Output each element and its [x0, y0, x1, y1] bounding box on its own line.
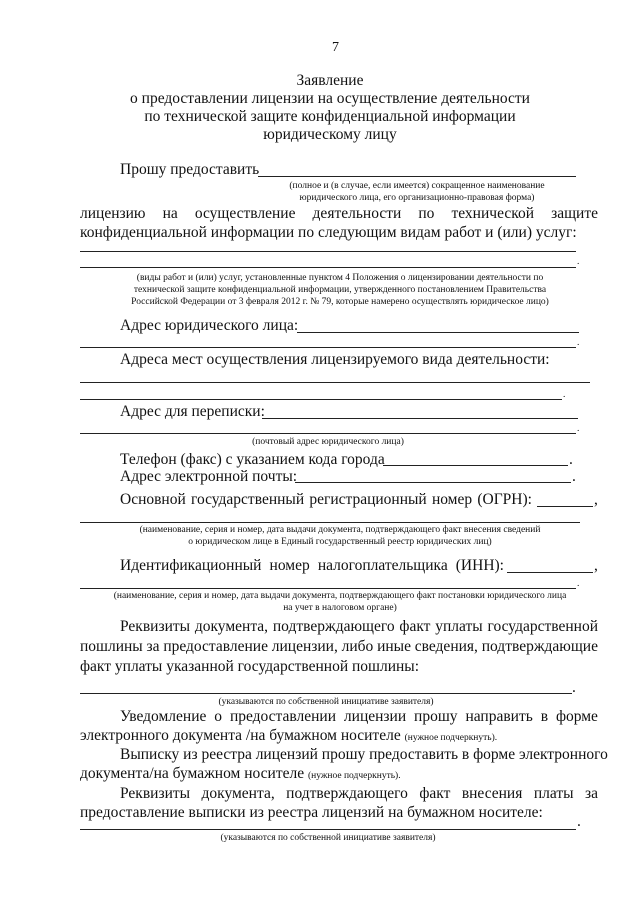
word: уплаты — [435, 618, 483, 635]
word: по — [418, 205, 435, 222]
word: государственный — [190, 491, 305, 508]
word: документа, — [194, 618, 269, 635]
activity-addresses-label: Адреса мест осуществления лицензируемого вида деятельности: — [120, 351, 550, 368]
notification-line-2 — [80, 727, 497, 745]
word: документа, — [201, 785, 275, 802]
inn-field[interactable] — [507, 572, 593, 573]
legal-address-field[interactable] — [297, 332, 579, 333]
word: Реквизиты — [120, 785, 191, 802]
request-label: Прошу предоставить — [120, 161, 260, 178]
mail-address-hint: (почтовый адрес юридического лица) — [252, 437, 404, 447]
title-line-2: о предоставлении лицензии на осуществление деятельности — [130, 90, 530, 107]
word: защите — [551, 205, 598, 222]
hint-line-1: (наименование, серия и номер, дата выдачи документа, подтверждающего факт внесения сведений — [139, 525, 541, 535]
word: форме — [555, 708, 598, 725]
applicant-name-hint — [258, 180, 576, 204]
document-title — [80, 72, 580, 144]
legal-address-label: Адрес юридического лица: — [120, 317, 299, 334]
ogrn-label — [120, 491, 532, 509]
title-line-1: Заявление — [296, 72, 364, 89]
extract-fee-line-1 — [120, 785, 598, 803]
word: лицензии — [343, 708, 407, 725]
word: предоставление — [163, 638, 268, 655]
word: направить — [465, 708, 533, 725]
hint-line-1: (наименование, серия и номер, дата выдачи документа, подтверждающего факт постановки юридического лица — [113, 591, 567, 601]
word: на — [162, 205, 178, 222]
extract-fee-hint: (указываются по собственной инициативе заявителя) — [220, 833, 436, 843]
word: номер — [431, 491, 473, 508]
fee-line-2 — [80, 638, 598, 656]
title-line-3: по технической защите конфиденциальной информации — [144, 108, 516, 125]
ogrn-hint — [80, 524, 600, 548]
extract-line-2 — [80, 765, 401, 783]
fee-field[interactable] — [80, 693, 572, 694]
extract-line-1: Выписку из реестра лицензий прошу предоставить в форме электронного — [120, 746, 608, 763]
services-hint — [80, 272, 600, 308]
applicant-name-line[interactable] — [258, 176, 576, 177]
email-label: Адрес электронной почты: — [120, 468, 298, 485]
word: внесения — [461, 785, 523, 802]
legal-address-field-2[interactable] — [80, 347, 576, 348]
word: факт — [399, 618, 431, 635]
fee-hint: (указываются по собственной инициативе заявителя) — [218, 697, 434, 707]
mail-address-field[interactable] — [262, 418, 578, 419]
hint-line-2: на учет в налоговом органе) — [283, 603, 397, 613]
word: за — [584, 785, 598, 802]
word: подтверждающего — [272, 618, 395, 635]
email-field[interactable] — [295, 482, 571, 483]
inn-hint — [80, 590, 600, 614]
word: Уведомление — [120, 708, 207, 725]
extract-text: документа/на бумажном носителе — [80, 765, 305, 782]
hint-line-1: (полное и (в случае, если имеется) сокращенное наименование — [289, 181, 545, 191]
extract-note: (нужное подчеркнуть). — [308, 771, 401, 781]
mail-address-label: Адрес для переписки: — [120, 403, 265, 420]
word: иные — [377, 638, 411, 655]
hint-line-3: Российской Федерации от 3 февраля 2012 г. № 79, которые намерено осуществлять юридическое лицо) — [131, 297, 549, 307]
mail-address-field-2[interactable] — [80, 433, 576, 434]
hint-line-1: (виды работ и (или) услуг, установленные пунктом 4 Положения о лицензировании деятельности по — [136, 273, 544, 283]
word: подтверждающего — [286, 785, 408, 802]
hint-line-2: о юридическом лице в Единый государственный реестр юридических лиц) — [188, 537, 492, 547]
inn-label — [120, 557, 504, 575]
extract-fee-line-2: предоставление выписки из реестра лицензий на бумажном носителе: — [80, 804, 543, 821]
notification-line-1 — [120, 708, 598, 726]
word: осуществление — [194, 205, 296, 222]
word: деятельности — [312, 205, 402, 222]
word: лицензии, — [271, 638, 338, 655]
word: прошу — [414, 708, 458, 725]
services-line-2[interactable] — [80, 267, 576, 268]
word: Основной — [120, 491, 186, 508]
word: технической — [451, 205, 535, 222]
word: Идентификационный — [120, 557, 262, 574]
title-line-4: юридическому лицу — [263, 126, 397, 143]
word: за — [146, 638, 160, 655]
word: о — [214, 708, 223, 725]
phone-field[interactable] — [383, 465, 568, 466]
word: пошлины — [80, 638, 143, 655]
word: государственной — [487, 618, 598, 635]
word: предоставлении — [229, 708, 337, 725]
services-line-1[interactable] — [80, 251, 576, 252]
word: подтверждающие — [481, 638, 598, 655]
extract-fee-field[interactable] — [80, 829, 576, 830]
word: налогоплательщика — [317, 557, 448, 574]
word: Реквизиты — [120, 618, 191, 635]
word: (ИНН): — [455, 557, 504, 574]
word: номер — [269, 557, 310, 574]
word: сведения, — [414, 638, 478, 655]
word: факт — [419, 785, 451, 802]
word: лицензию — [80, 205, 146, 222]
hint-line-2: технической защите конфиденциальной информации, утвержденного постановлением Правительства — [133, 285, 547, 295]
notification-note: (нужное подчеркнуть). — [404, 733, 498, 743]
ogrn-document-field[interactable] — [80, 522, 580, 523]
request-line-2: конфиденциальной информации по следующим видам работ и (или) услуг: — [80, 224, 577, 241]
fee-line-3: факт уплаты указанной государственной пошлины: — [80, 658, 420, 675]
notification-text: электронного документа /на бумажном носителе — [80, 727, 401, 744]
activity-addresses-field-1[interactable] — [80, 382, 590, 383]
fee-line-1 — [120, 618, 598, 636]
hint-line-2: юридического лица, его организационно-правовая форма) — [299, 193, 535, 203]
word: платы — [533, 785, 574, 802]
request-justified-line — [80, 205, 598, 223]
word: (ОГРН): — [477, 491, 532, 508]
ogrn-field[interactable] — [537, 506, 593, 507]
page-number: 7 — [332, 40, 339, 55]
word: регистрационный — [309, 491, 427, 508]
word: в — [540, 708, 549, 725]
activity-addresses-field-2[interactable] — [80, 399, 562, 400]
phone-label: Телефон (факс) с указанием кода города — [120, 451, 385, 468]
word: либо — [341, 638, 374, 655]
inn-document-field[interactable] — [80, 588, 576, 589]
